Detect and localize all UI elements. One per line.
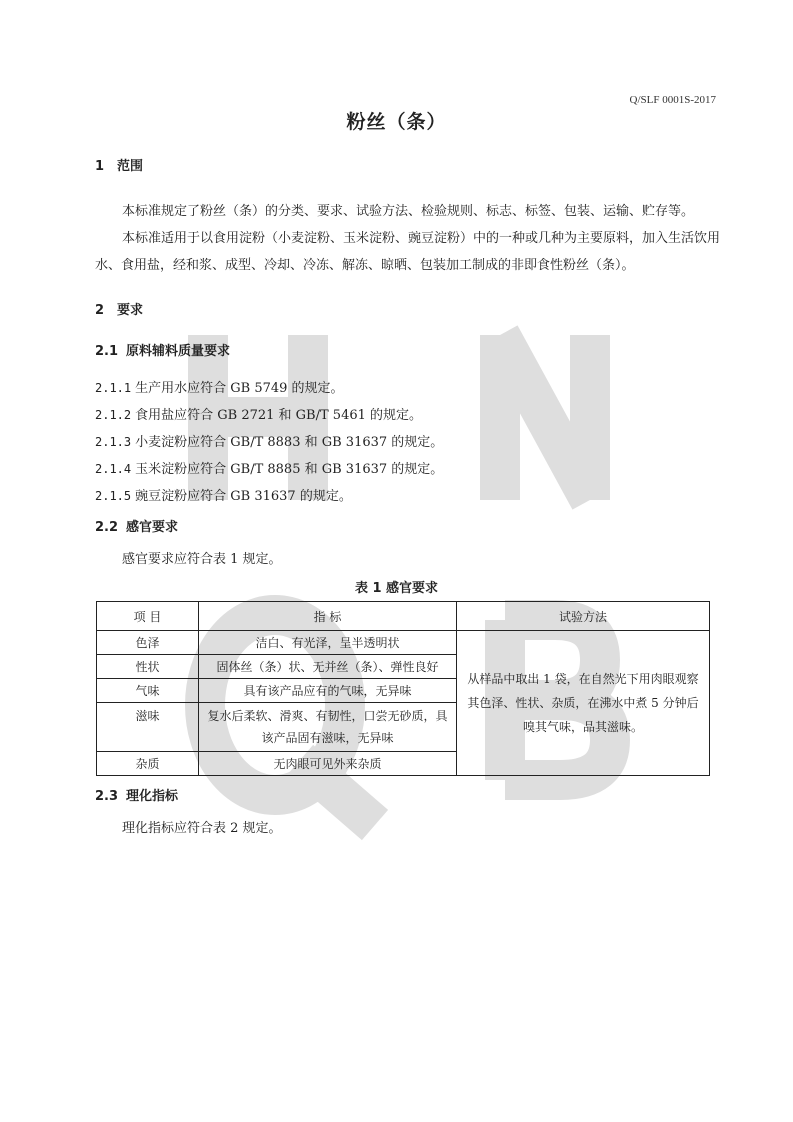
section-number: 1	[95, 159, 105, 174]
table-cell-item: 性状	[97, 655, 199, 679]
table-cell-indicator: 固体丝（条）状、无并丝（条）、弹性良好	[199, 655, 457, 679]
section-1-heading	[95, 155, 143, 174]
column-header: 试验方法	[457, 602, 710, 631]
table-cell-item: 气味	[97, 679, 199, 703]
item-number: 2.1.2	[95, 408, 132, 422]
section-title: 要求	[117, 303, 144, 318]
subsection-number: 2.2	[95, 520, 119, 535]
list-item	[95, 458, 443, 477]
section-title: 范围	[117, 159, 144, 174]
list-item	[95, 404, 422, 423]
list-item	[95, 377, 344, 396]
subsection-number: 2.3	[95, 789, 119, 804]
list-item	[95, 485, 352, 504]
item-text: 食用盐应符合 GB 2721 和 GB/T 5461 的规定。	[135, 408, 423, 423]
document-number: Q/SLF 0001S-2017	[629, 94, 716, 106]
subsection-title: 原料辅料质量要求	[126, 344, 231, 359]
subsection-title: 理化指标	[126, 789, 179, 804]
table-caption: 表 1 感官要求	[354, 581, 439, 596]
scope-paragraph-1: 本标准规定了粉丝（条）的分类、要求、试验方法、检验规则、标志、标签、包装、运输、贮存等。	[122, 204, 695, 219]
item-text: 豌豆淀粉应符合 GB 31637 的规定。	[135, 489, 352, 504]
table-cell-method: 从样品中取出 1 袋，在自然光下用肉眼观察其色泽、性状、杂质，在沸水中煮 5 分钟后嗅其气味，品其滋味。	[457, 631, 710, 776]
table-cell-item: 杂质	[97, 752, 199, 776]
subsection-2-1-heading	[95, 340, 230, 359]
item-text: 生产用水应符合 GB 5749 的规定。	[135, 381, 344, 396]
item-number: 2.1.3	[95, 435, 132, 449]
sensory-table	[96, 601, 710, 776]
table-cell-item: 色泽	[97, 631, 199, 655]
subsection-2-2-heading	[95, 516, 178, 535]
table-header-row	[97, 602, 710, 631]
table-row	[97, 631, 710, 655]
item-number: 2.1.5	[95, 489, 132, 503]
item-text: 玉米淀粉应符合 GB/T 8885 和 GB 31637 的规定。	[135, 462, 444, 477]
list-item	[95, 431, 443, 450]
item-number: 2.1.4	[95, 462, 132, 476]
table-cell-indicator: 复水后柔软、滑爽、有韧性，口尝无砂质，具该产品固有滋味，无异味	[199, 703, 457, 752]
column-header: 项 目	[97, 602, 199, 631]
table-cell-indicator: 无肉眼可见外来杂质	[199, 752, 457, 776]
table-cell-item: 滋味	[97, 703, 199, 752]
physchem-paragraph: 理化指标应符合表 2 规定。	[122, 821, 282, 836]
table-cell-indicator: 洁白、有光泽，呈半透明状	[199, 631, 457, 655]
subsection-2-3-heading	[95, 785, 178, 804]
section-number: 2	[95, 303, 105, 318]
subsection-title: 感官要求	[126, 520, 179, 535]
section-2-heading	[95, 299, 143, 318]
sensory-paragraph: 感官要求应符合表 1 规定。	[122, 552, 282, 567]
item-text: 小麦淀粉应符合 GB/T 8883 和 GB 31637 的规定。	[135, 435, 444, 450]
document-title: 粉丝（条）	[346, 111, 447, 133]
item-number: 2.1.1	[95, 381, 132, 395]
column-header: 指 标	[199, 602, 457, 631]
scope-paragraph-2: 本标准适用于以食用淀粉（小麦淀粉、玉米淀粉、豌豆淀粉）中的一种或几种为主要原料，加入生活饮用水、食用盐，经和浆、成型、冷却、冷冻、解冻、晾晒、包装加工制成的非即食性粉丝（条）。	[95, 231, 721, 273]
subsection-number: 2.1	[95, 344, 119, 359]
table-cell-indicator: 具有该产品应有的气味，无异味	[199, 679, 457, 703]
